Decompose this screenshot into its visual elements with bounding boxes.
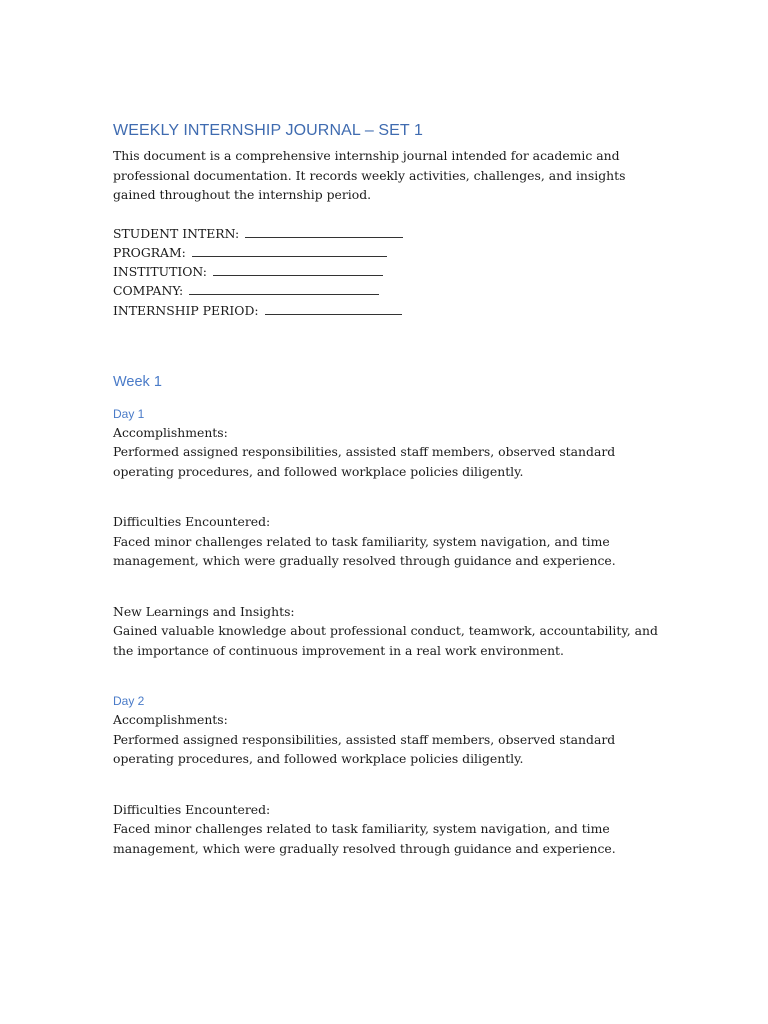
accomplishments-section	[113, 423, 673, 482]
field-blank-line	[189, 283, 379, 295]
day-heading: Day 1	[113, 406, 145, 421]
intern-info-fields	[113, 224, 673, 320]
section-label: New Learnings and Insights:	[113, 603, 295, 619]
document-title: WEEKLY INTERNSHIP JOURNAL – SET 1	[113, 122, 424, 139]
section-label: Accomplishments:	[113, 712, 228, 728]
section-text: Performed assigned responsibilities, assisted staff members, observed standard operating procedures, and followed workplace policies diligently.	[113, 731, 616, 767]
section-text: Faced minor challenges related to task familiarity, system navigation, and time management, which were gradually resolved through guidance and experience.	[113, 821, 616, 856]
day-heading: Day 2	[113, 694, 145, 709]
field-program	[113, 243, 673, 262]
section-label: Accomplishments:	[113, 424, 228, 440]
field-blank-line	[213, 264, 383, 276]
section-label: Difficulties Encountered:	[113, 514, 271, 530]
document-page	[113, 122, 673, 858]
section-text: Gained valuable knowledge about professional conduct, teamwork, accountability, and the importance of continuous improvement in a real work environment.	[113, 623, 658, 658]
difficulties-section	[113, 512, 673, 571]
field-label: STUDENT INTERN:	[113, 225, 240, 241]
section-label: Difficulties Encountered:	[113, 801, 271, 817]
day-entry	[113, 710, 673, 858]
field-blank-line	[265, 303, 402, 315]
learnings-section	[113, 602, 673, 661]
field-institution	[113, 262, 673, 281]
field-blank-line	[245, 226, 403, 238]
day-entry	[113, 423, 673, 661]
field-internship-period	[113, 301, 673, 320]
field-blank-line	[192, 245, 387, 257]
intro-paragraph: This document is a comprehensive internship journal intended for academic and professional documentation. It records weekly activities, challenges, and insights gained throughout the internship period.	[113, 148, 626, 202]
field-label: COMPANY:	[113, 283, 184, 299]
accomplishments-section	[113, 710, 673, 769]
difficulties-section	[113, 800, 673, 859]
field-label: PROGRAM:	[113, 244, 186, 260]
field-company	[113, 281, 673, 300]
week-heading: Week 1	[113, 373, 162, 390]
section-text: Faced minor challenges related to task familiarity, system navigation, and time management, which were gradually resolved through guidance and experience.	[113, 533, 616, 569]
field-label: INTERNSHIP PERIOD:	[113, 302, 259, 318]
field-student-intern	[113, 224, 673, 243]
field-label: INSTITUTION:	[113, 264, 207, 280]
section-text: Performed assigned responsibilities, assisted staff members, observed standard operating procedures, and followed workplace policies diligently.	[113, 444, 616, 479]
